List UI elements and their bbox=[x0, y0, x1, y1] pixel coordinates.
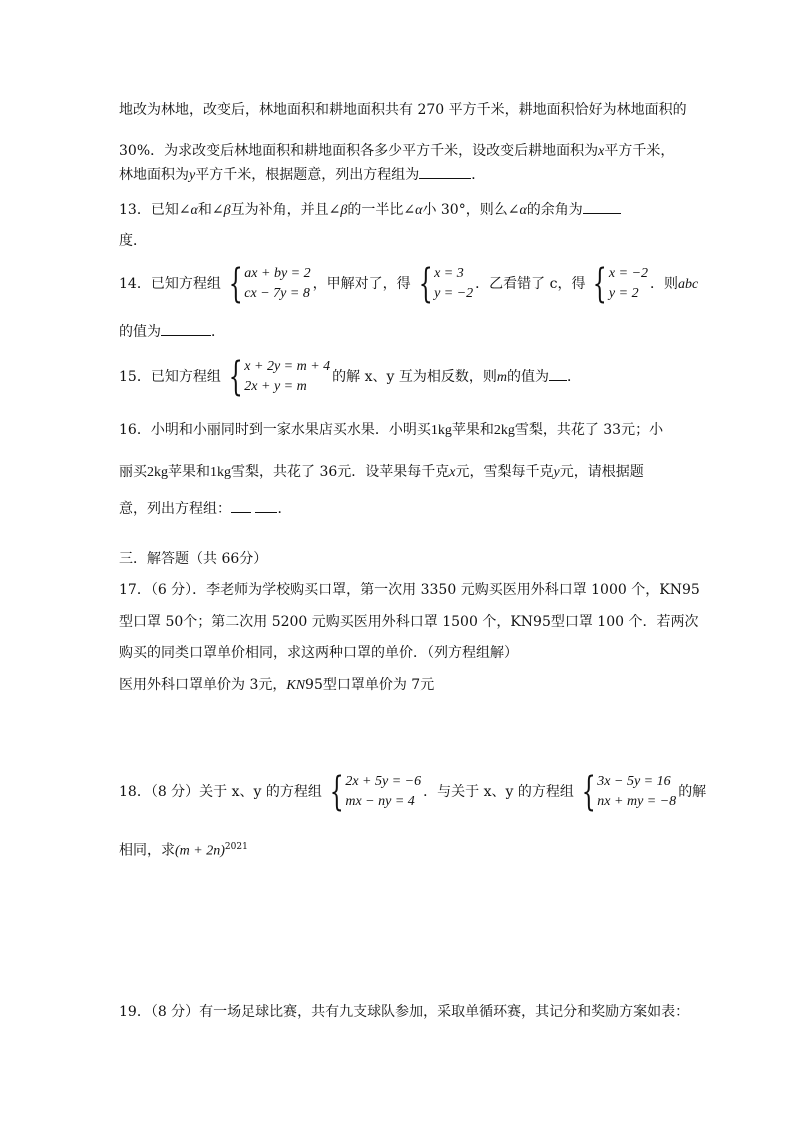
q12-line-3: 林地面积为y平方千米，根据题意，列出方程组为 ． bbox=[119, 164, 485, 186]
var-x: x bbox=[598, 144, 605, 159]
q13-line-2: 度． bbox=[119, 233, 147, 249]
q12-line-1: 地改为林地，改变后，林地面积和耕地面积共有 270 平方千米，耕地面积恰好为林地面积的 bbox=[119, 102, 687, 118]
equation-system-2: { 3x − 5y = 16 nx + my = −8 bbox=[581, 769, 677, 815]
q17-line-1: 17．（6 分）．李老师为学校购买口罩，第一次用 3350 元购买医用外科口罩 1000 个，KN95 bbox=[119, 582, 700, 598]
equation-system: { 2x + 5y = −6 mx − ny = 4 bbox=[329, 769, 422, 815]
q18-line-2: 相同，求$(m + 2n)^{2021}$ bbox=[119, 842, 248, 859]
q16-line-3: 意，列出方程组： ． bbox=[119, 498, 291, 519]
q14-line-2: 的值为 ． bbox=[119, 321, 225, 342]
solution-system: { x = 3 y = −2 bbox=[418, 261, 474, 307]
wrong-solution-system: { x = −2 y = 2 bbox=[593, 261, 649, 307]
q14-line-1: 14．已知方程组 { ax + by = 2 cx − 7y = 8 ，甲解对了，得 { x = 3 y = −2 ．乙看错了 c，得 { x = −2 y = 2 ．则abc bbox=[119, 261, 699, 307]
answer-blank[interactable] bbox=[583, 199, 621, 214]
q17-line-3: 购买的同类口罩单价相同，求这两种口罩的单价．（列方程组解） bbox=[119, 645, 518, 661]
answer-blank[interactable] bbox=[419, 164, 471, 179]
answer-blank[interactable] bbox=[549, 366, 567, 381]
q13-line-1: 13．已知∠α和∠β互为补角，并且∠β的一半比∠α小 30°，则么∠α的余角为 bbox=[119, 199, 621, 221]
q16-line-2: 丽买2kg苹果和1kg雪梨，共花了 36元．设苹果每千克x元，雪梨每千克y元，请根据题 bbox=[119, 464, 644, 480]
var-y: y bbox=[189, 168, 196, 183]
q17-answer: 医用外科口罩单价为 3元，KN95型口罩单价为 7元 bbox=[119, 677, 435, 693]
equation-system: { x + 2y = m + 4 2x + y = m bbox=[228, 354, 331, 400]
q15-line-1: 15．已知方程组 { x + 2y = m + 4 2x + y = m 的解 x、y 互为相反数，则m的值为 ． bbox=[119, 354, 582, 400]
section-heading: 三．解答题（共 66分） bbox=[119, 551, 268, 567]
q16-line-1: 16．小明和小丽同时到一家水果店买水果．小明买1kg苹果和2kg雪梨，共花了 33元；小 bbox=[119, 422, 664, 438]
q18-line-1: 18．（8 分）关于 x、y 的方程组 { 2x + 5y = −6 mx − ny = 4 ．与关于 x、y 的方程组 { 3x − 5y = 16 nx + my = −8 的解 bbox=[119, 769, 707, 815]
answer-blank[interactable] bbox=[161, 321, 211, 336]
answer-blank[interactable] bbox=[255, 498, 277, 513]
answer-blank[interactable] bbox=[231, 498, 251, 513]
equation-system: { ax + by = 2 cx − 7y = 8 bbox=[228, 261, 311, 307]
q12-line-2: 30%．为求改变后林地面积和耕地面积各多少平方千米，设改变后耕地面积为x平方千米， bbox=[119, 143, 675, 159]
q17-line-2: 型口罩 50个；第二次用 5200 元购买医用外科口罩 1500 个，KN95型口罩 100 个．若两次 bbox=[119, 614, 699, 630]
q19-line-1: 19．（8 分）有一场足球比赛，共有九支球队参加，采取单循环赛，其记分和奖励方案如表： bbox=[119, 1004, 690, 1020]
